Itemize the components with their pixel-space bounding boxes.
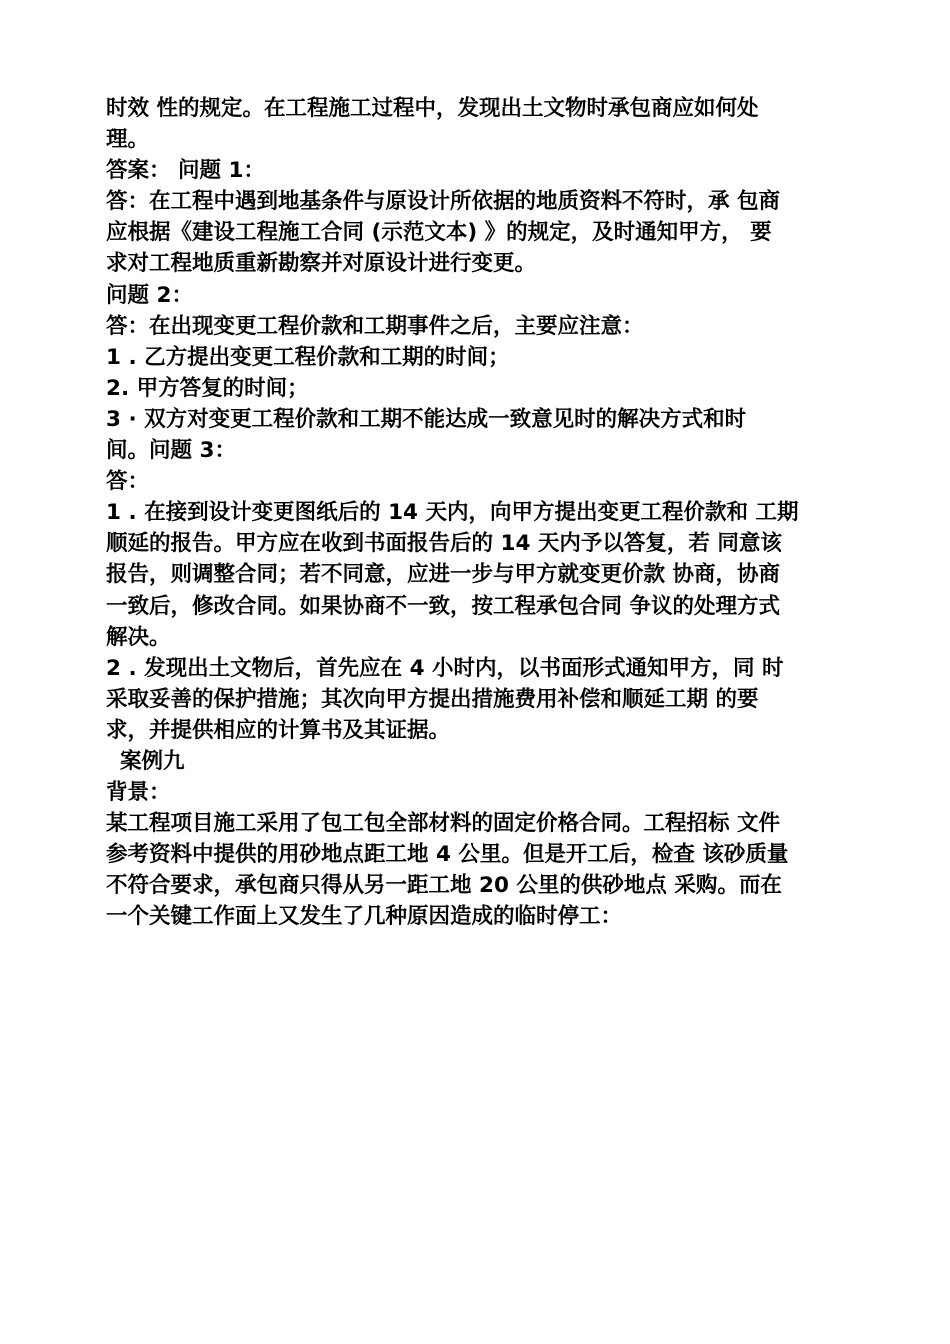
list-item: 3 · 双方对变更工程价款和工期不能达成一致意见时的解决方式和时 (106, 406, 747, 432)
list-item: 2 . 发现出土文物后，首先应在 4 小时内，以书面形式通知甲方，同 时 (106, 655, 784, 681)
text-line: 应根据《建设工程施工合同 (示范文本) 》的规定，及时通知甲方， 要 (106, 220, 772, 246)
text-line: 顺延的报告。甲方应在收到书面报告后的 14 天内予以答复，若 同意该 (106, 531, 782, 557)
text-line: 采取妥善的保护措施；其次向甲方提出措施费用补偿和顺延工期 的要 (106, 686, 759, 712)
text-line: 报告，则调整合同；若不同意，应进一步与甲方就变更价款 协商，协商 (106, 562, 780, 588)
text-line: 不符合要求，承包商只得从另一距工地 20 公里的供砂地点 采购。而在 (106, 873, 782, 899)
text-line: 一个关键工作面上又发生了几种原因造成的临时停工： (106, 904, 623, 930)
text-line: 间。问题 3： (106, 438, 236, 464)
text-line: 一致后，修改合同。如果协商不一致，按工程承包合同 争议的处理方式 (106, 593, 780, 619)
text-line: 答：在出现变更工程价款和工期事件之后，主要应注意： (106, 313, 644, 339)
question-heading: 问题 2： (106, 282, 193, 308)
list-item: 2. 甲方答复的时间； (106, 375, 309, 401)
text-line: 求，并提供相应的计算书及其证据。 (106, 717, 451, 743)
text-line: 求对工程地质重新勘察并对原设计进行变更。 (106, 251, 537, 277)
text-line: 答：在工程中遇到地基条件与原设计所依据的地质资料不符时，承 包商 (106, 189, 780, 215)
background-heading: 背景： (106, 780, 171, 806)
list-item: 1 . 在接到设计变更图纸后的 14 天内，向甲方提出变更工程价款和 工期 (106, 500, 799, 526)
text-line: 理。 (106, 127, 150, 153)
text-line: 某工程项目施工采用了包工包全部材料的固定价格合同。工程招标 文件 (106, 811, 780, 837)
text-line: 答： (106, 469, 150, 495)
document-body (106, 93, 858, 933)
answer-heading: 答案： 问题 1： (106, 158, 265, 184)
list-item: 1 . 乙方提出变更工程价款和工期的时间； (106, 344, 510, 370)
text-line: 解决。 (106, 624, 171, 650)
case-heading: 案例九 (120, 748, 185, 774)
text-line: 参考资料中提供的用砂地点距工地 4 公里。但是开工后，检查 该砂质量 (106, 842, 789, 868)
text-line: 时效 性的规定。在工程施工过程中，发现出土文物时承包商应如何处 (106, 96, 759, 121)
